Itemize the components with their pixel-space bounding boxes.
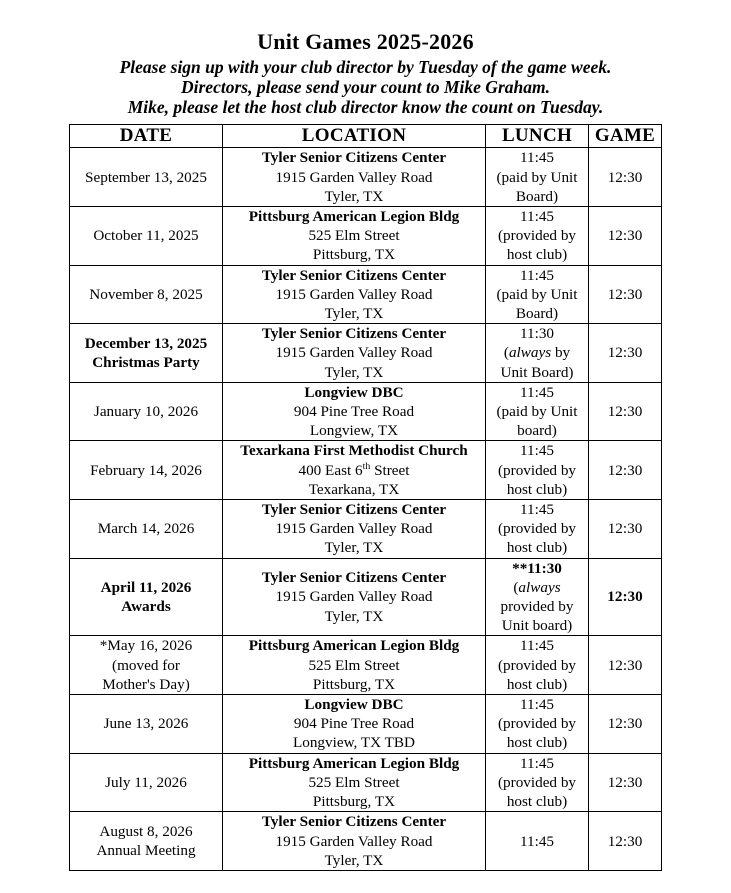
game-time: 12:30 [607, 773, 643, 791]
cell-game-time [589, 148, 662, 207]
game-time: 12:30 [607, 588, 643, 606]
location-street: 904 Pine Tree Road [293, 403, 415, 421]
cell-date [70, 382, 223, 441]
lunch-time: 11:30 [519, 325, 555, 343]
cell-game-time [589, 812, 662, 871]
table-body [70, 148, 662, 871]
cell-lunch [486, 695, 589, 754]
location-name: Pittsburg American Legion Bldg [248, 637, 460, 655]
date-line: September 13, 2025 [85, 168, 207, 186]
lunch-time: 11:45 [519, 208, 555, 225]
location-city: Longview, TX [309, 422, 399, 440]
location-street: 1915 Garden Valley Road [275, 344, 433, 362]
column-header-date: DATE [70, 125, 223, 148]
game-time: 12:30 [607, 715, 643, 733]
location-street: 1915 Garden Valley Road [275, 832, 433, 850]
date-line: November 8, 2025 [89, 285, 203, 303]
location-street: 525 Elm Street [308, 656, 400, 674]
date-line: Annual Meeting [96, 842, 196, 860]
date-line: December 13, 2025 [84, 334, 208, 352]
lunch-note-line: host club) [506, 675, 568, 693]
location-name: Longview DBC [304, 696, 404, 714]
cell-lunch [486, 812, 589, 871]
location-city: Longview, TX TBD [292, 734, 416, 752]
cell-lunch [486, 265, 589, 324]
cell-date [70, 558, 223, 636]
cell-game-time [589, 558, 662, 636]
subtitle-line-1: Please sign up with your club director by Tuesday of the game week. [119, 57, 612, 77]
table-row [70, 558, 662, 636]
location-city: Tyler, TX [324, 305, 384, 323]
table-row [70, 265, 662, 324]
location-city: Pittsburg, TX [312, 246, 396, 264]
date-line: (moved for [112, 656, 180, 674]
cell-location [223, 636, 486, 695]
lunch-note-line: (provided by [497, 461, 577, 479]
table-row [70, 812, 662, 871]
lunch-note-line: provided by [500, 598, 574, 616]
location-street: 904 Pine Tree Road [293, 715, 415, 733]
lunch-note-line: (provided by [497, 656, 577, 674]
table-row [70, 148, 662, 207]
cell-game-time [589, 636, 662, 695]
location-name: Tyler Senior Citizens Center [261, 325, 447, 343]
cell-location [223, 812, 486, 871]
cell-lunch [486, 753, 589, 812]
game-time: 12:30 [607, 520, 643, 538]
lunch-note-line: Board) [515, 305, 559, 323]
lunch-time: 11:45 [519, 442, 555, 460]
location-city: Pittsburg, TX [312, 675, 396, 693]
column-header-location: LOCATION [223, 125, 486, 148]
location-name: Tyler Senior Citizens Center [261, 266, 447, 284]
cell-lunch [486, 382, 589, 441]
cell-game-time [589, 324, 662, 383]
cell-lunch [486, 441, 589, 500]
location-city: Pittsburg, TX [312, 793, 396, 811]
lunch-note-line: (provided by [497, 227, 577, 245]
location-city: Tyler, TX [324, 187, 384, 205]
date-line: *May 16, 2026 [99, 637, 193, 655]
lunch-time: 11:45 [519, 696, 555, 714]
lunch-note-line: Board) [515, 187, 559, 205]
cell-location [223, 382, 486, 441]
cell-lunch [486, 207, 589, 266]
table-row [70, 753, 662, 812]
lunch-time: 11:45 [519, 383, 555, 401]
cell-date [70, 148, 223, 207]
cell-game-time [589, 207, 662, 266]
cell-date [70, 207, 223, 266]
table-row [70, 207, 662, 266]
location-street: 1915 Garden Valley Road [275, 520, 433, 538]
date-line: October 11, 2025 [93, 227, 199, 245]
lunch-time: 11:45 [519, 501, 555, 519]
cell-lunch [486, 558, 589, 636]
lunch-time: 11:45 [519, 266, 555, 284]
location-street: 400 East 6th Street [298, 460, 410, 479]
subtitle-line-2: Directors, please send your count to Mike Graham. [181, 76, 550, 97]
location-name: Pittsburg American Legion Bldg [248, 754, 460, 772]
column-header-lunch: LUNCH [486, 125, 589, 148]
lunch-note-line: Unit Board) [500, 363, 574, 381]
location-street: 1915 Garden Valley Road [275, 285, 433, 303]
lunch-note-line: (always [513, 578, 561, 596]
location-city: Tyler, TX [324, 607, 384, 625]
location-name: Texarkana First Methodist Church [240, 442, 468, 460]
date-line: April 11, 2026 [100, 578, 192, 596]
lunch-time: 11:45 [519, 754, 555, 772]
lunch-time: **11:30 [512, 559, 562, 577]
lunch-note-line: (provided by [497, 520, 577, 538]
location-name: Tyler Senior Citizens Center [261, 501, 447, 519]
cell-lunch [486, 500, 589, 559]
cell-game-time [589, 441, 662, 500]
lunch-time: 11:45 [519, 832, 555, 850]
location-name: Tyler Senior Citizens Center [261, 569, 447, 587]
lunch-note-line: host club) [506, 480, 568, 498]
date-line: July 11, 2026 [105, 773, 187, 791]
location-name: Tyler Senior Citizens Center [261, 149, 447, 167]
location-name: Tyler Senior Citizens Center [261, 813, 447, 831]
subtitle-line-3: Mike, please let the host club director know the count on Tuesday. [127, 96, 604, 117]
location-street: 1915 Garden Valley Road [275, 168, 433, 186]
cell-location [223, 324, 486, 383]
cell-date [70, 636, 223, 695]
cell-date [70, 500, 223, 559]
lunch-note-line: (paid by Unit [496, 285, 578, 303]
location-name: Pittsburg American Legion Bldg [248, 208, 460, 225]
lunch-note-line: Unit board) [501, 617, 573, 635]
lunch-time: 11:45 [519, 149, 555, 167]
column-header-game: GAME [589, 125, 662, 148]
date-line: March 14, 2026 [97, 520, 195, 538]
game-time: 12:30 [607, 285, 643, 303]
cell-game-time [589, 265, 662, 324]
game-time: 12:30 [607, 344, 643, 362]
unit-games-schedule-table [69, 124, 662, 871]
page-title: Unit Games 2025-2026 [257, 29, 474, 54]
cell-date [70, 265, 223, 324]
cell-location [223, 207, 486, 266]
lunch-note-line: host club) [506, 246, 568, 264]
ordinal-suffix: th [362, 460, 371, 472]
cell-game-time [589, 753, 662, 812]
date-line: Christmas Party [92, 354, 200, 372]
table-row [70, 324, 662, 383]
game-time: 12:30 [607, 168, 643, 186]
game-time: 12:30 [607, 656, 643, 674]
cell-lunch [486, 636, 589, 695]
date-line: Mother's Day) [102, 675, 190, 693]
game-time: 12:30 [607, 403, 643, 421]
lunch-note-line: host club) [506, 734, 568, 752]
cell-location [223, 500, 486, 559]
location-city: Texarkana, TX [308, 480, 400, 498]
location-street: 525 Elm Street [308, 227, 400, 245]
cell-location [223, 441, 486, 500]
lunch-note-line: (paid by Unit [496, 403, 578, 421]
date-line: February 14, 2026 [90, 461, 202, 479]
cell-location [223, 753, 486, 812]
location-city: Tyler, TX [324, 539, 384, 557]
lunch-note-line: (provided by [497, 773, 577, 791]
cell-date [70, 441, 223, 500]
cell-date [70, 812, 223, 871]
cell-game-time [589, 695, 662, 754]
game-time: 12:30 [607, 832, 643, 850]
lunch-note-line: host club) [506, 793, 568, 811]
table-row [70, 500, 662, 559]
location-name: Longview DBC [304, 383, 404, 401]
cell-game-time [589, 382, 662, 441]
location-street: 1915 Garden Valley Road [275, 588, 433, 606]
date-line: January 10, 2026 [93, 403, 199, 421]
date-line: Awards [121, 598, 171, 616]
table-row [70, 441, 662, 500]
location-city: Tyler, TX [324, 363, 384, 381]
cell-date [70, 324, 223, 383]
cell-date [70, 695, 223, 754]
table-row [70, 636, 662, 695]
cell-lunch [486, 148, 589, 207]
cell-location [223, 695, 486, 754]
game-time: 12:30 [607, 461, 643, 479]
location-city: Tyler, TX [324, 851, 384, 869]
cell-game-time [589, 500, 662, 559]
table-row [70, 695, 662, 754]
cell-date [70, 753, 223, 812]
location-street: 525 Elm Street [308, 773, 400, 791]
lunch-note-line: host club) [506, 539, 568, 557]
date-line: June 13, 2026 [103, 715, 189, 733]
cell-lunch [486, 324, 589, 383]
game-time: 12:30 [607, 227, 643, 245]
cell-location [223, 265, 486, 324]
lunch-time: 11:45 [519, 637, 555, 655]
cell-location [223, 558, 486, 636]
lunch-note-line: board) [517, 422, 557, 440]
lunch-note-line: (paid by Unit [496, 168, 578, 186]
table-header-row [70, 125, 662, 148]
date-line: August 8, 2026 [99, 822, 193, 840]
subtitle-block [0, 58, 731, 117]
lunch-note-line: (always by [503, 344, 571, 362]
table-row [70, 382, 662, 441]
cell-location [223, 148, 486, 207]
lunch-note-line: (provided by [497, 715, 577, 733]
